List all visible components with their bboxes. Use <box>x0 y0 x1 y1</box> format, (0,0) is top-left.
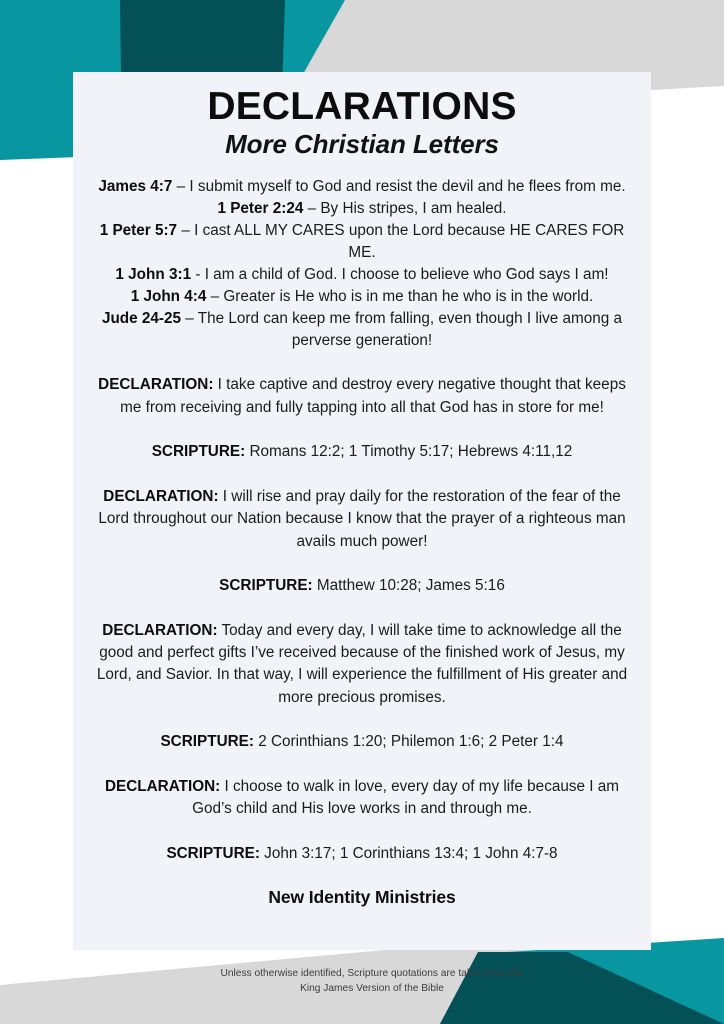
ministry-name: New Identity Ministries <box>268 887 456 908</box>
verse-text: Greater is He who is in me than he who is in the world. <box>223 288 594 306</box>
declaration-block <box>79 486 645 553</box>
scripture-line <box>89 843 635 865</box>
verse-line <box>89 176 635 198</box>
verse-line <box>89 264 635 286</box>
content-card <box>73 72 651 950</box>
verse-text: I cast ALL MY CARES upon the Lord because HE CARES FOR ME. <box>194 222 625 262</box>
declaration-label: DECLARATION: <box>104 777 221 795</box>
verse-dash: – <box>181 310 198 328</box>
verse-list <box>79 176 645 352</box>
spacer <box>79 464 645 486</box>
spacer <box>79 821 645 843</box>
declaration-text: I take captive and destroy every negative thought that keeps me from receiving and fully tapping into all that God has in store for me! <box>120 376 626 416</box>
scripture-block <box>79 731 645 753</box>
verse-line <box>89 308 635 352</box>
spacer <box>79 754 645 776</box>
declaration-line <box>89 776 635 821</box>
declaration-label: DECLARATION: <box>98 376 214 394</box>
verse-reference: 1 Peter 5:7 <box>99 222 178 240</box>
footer-line-2: King James Version of the Bible <box>300 983 444 995</box>
scripture-line <box>89 441 635 463</box>
verse-dash: – <box>177 222 195 240</box>
verse-text: I am a child of God. I choose to believe who God says I am! <box>204 266 609 284</box>
spacer <box>79 709 645 731</box>
verse-line <box>89 286 635 308</box>
verse-dash: - <box>191 266 205 284</box>
scripture-text: Romans 12:2; 1 Timothy 5:17; Hebrews 4:11,12 <box>245 443 573 461</box>
scripture-text: John 3:17; 1 Corinthians 13:4; 1 John 4:7-8 <box>259 844 558 862</box>
scripture-label: SCRIPTURE: <box>166 844 260 862</box>
spacer <box>79 419 645 441</box>
spacer <box>79 553 645 575</box>
verse-dash: – <box>206 288 224 306</box>
page-subtitle: More Christian Letters <box>225 129 499 160</box>
verse-dash: – <box>303 200 321 218</box>
scripture-label: SCRIPTURE: <box>160 733 254 751</box>
scripture-block <box>79 843 645 865</box>
scripture-label: SCRIPTURE: <box>219 577 313 595</box>
page-title: DECLARATIONS <box>207 85 517 128</box>
declaration-block <box>79 374 645 419</box>
verse-reference: 1 Peter 2:24 <box>217 200 304 218</box>
declaration-line <box>89 374 635 419</box>
verse-text: The Lord can keep me from falling, even though I live among a perverse generation! <box>197 310 623 350</box>
spacer <box>79 865 645 887</box>
scripture-line <box>89 731 635 753</box>
declaration-text: I will rise and pray daily for the restoration of the fear of the Lord throughout our Nation because I know that the prayer of a righteous man avails much power! <box>98 487 626 550</box>
scripture-text: 2 Corinthians 1:20; Philemon 1:6; 2 Peter 1:4 <box>253 733 564 751</box>
declaration-line <box>89 486 635 553</box>
declaration-label: DECLARATION: <box>102 621 218 639</box>
verse-line <box>89 220 635 264</box>
declaration-label: DECLARATION: <box>103 487 219 505</box>
declaration-block <box>79 776 645 821</box>
declaration-block <box>79 620 645 710</box>
declaration-text: I choose to walk in love, every day of my life because I am God’s child and His love works in and through me. <box>192 777 620 818</box>
scripture-label: SCRIPTURE: <box>151 443 246 461</box>
spacer <box>79 352 645 374</box>
verse-reference: 1 John 4:4 <box>130 288 207 306</box>
scripture-block <box>79 575 645 597</box>
verse-text: By His stripes, I am healed. <box>320 200 507 218</box>
spacer <box>79 598 645 620</box>
verse-reference: 1 John 3:1 <box>115 266 192 284</box>
scripture-line <box>89 575 635 597</box>
verse-reference: James 4:7 <box>98 178 173 195</box>
verse-reference: Jude 24-25 <box>101 310 182 328</box>
footer-disclaimer <box>0 966 724 997</box>
declaration-text: Today and every day, I will take time to acknowledge all the good and perfect gifts I’ve received because of the finished work of Jesus, my Lord, and Savior. In that way, I will experience the fulfillment of His greater and more precious promises. <box>96 621 628 706</box>
footer-line-1: Unless otherwise identified, Scripture quotations are taken from the <box>220 968 524 979</box>
scripture-text: Matthew 10:28; James 5:16 <box>312 577 505 595</box>
verse-line <box>89 198 635 220</box>
scripture-block <box>79 441 645 463</box>
verse-dash: – <box>172 178 190 195</box>
verse-text: I submit myself to God and resist the devil and he flees from me. <box>189 178 626 195</box>
declaration-line <box>89 620 635 710</box>
